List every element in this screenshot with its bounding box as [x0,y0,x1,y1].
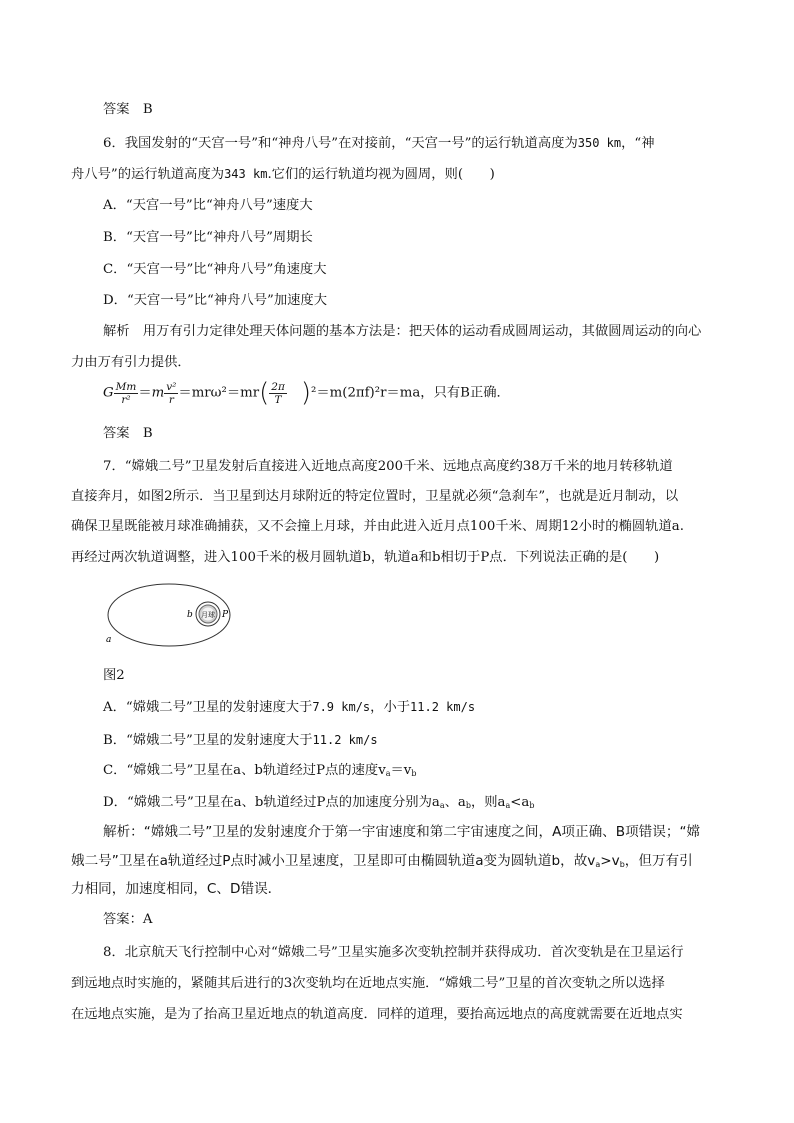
figure-caption: 图2 [103,668,125,683]
moon-label: 月球 [201,611,215,619]
formula-m: m [151,385,165,401]
orbit-diagram [104,582,244,654]
label-p: P [222,610,229,620]
q6-stem-text-2-end: .它们的运行轨道均视为圆周，则( ) [267,167,495,182]
q6-stem-text-1-end: ，“神 [621,136,655,151]
q7-analysis-line-2: 娥二号”卫星在a轨道经过P点时减小卫星速度，卫星即可由椭圆轨道a变为圆轨道b，故$v_a>v_b$，但万有引 [71,853,693,869]
formula-right-paren: ) [300,378,312,408]
q8-stem-line-1: 8．北京航天飞行控制中心对“嫦娥二号”卫星实施多次变轨控制并获得成功．首次变轨是在卫星运行 [103,945,684,960]
q6-stem-text-2: 舟八号”的运行轨道高度为 [71,167,225,182]
formula-frac-mm-r2: $\frac{Mm}{\text{r²}}$ [115,380,137,406]
q6-option-a: A．“天宫一号”比“神舟八号”速度大 [103,198,313,213]
formula-left-paren: ( [259,378,270,408]
q8-stem-line-2: 到远地点时实施的，紧随其后进行的3次变轨均在近地点实施．“嫦娥二号”卫星的首次变轨之所以选择 [71,976,665,991]
q6-formula [103,378,510,409]
formula-frac-2pi-t: $\frac{2\pi}{T}$ [271,380,285,406]
orbit-svg [104,582,244,654]
formula-eq1: ＝ [138,385,152,401]
q7-stem-line-4: 再经过两次轨道调整，进入100千米的极月圆轨道b，轨道a和b相切于P点．下列说法正确的是( ) [71,550,660,565]
q6-analysis-line-2: 力由万有引力提供． [71,355,191,370]
formula-rest: ²＝m(2πf)²r＝ma [311,385,421,401]
q7-analysis-line-3: 力相同，加速度相同，C、D错误． [71,881,282,897]
formula-eq2: ＝mrω²＝mr [178,385,260,401]
q7-stem-line-2: 直接奔月，如图2所示．当卫星到达月球附近的特定位置时，卫星就必须“急刹车”，也就是近月制动，以 [71,489,679,504]
q7-option-d: D．“嫦娥二号”卫星在a、b轨道经过P点的加速度分别为$a_a$、$a_b$，则$a_a<a_b$ [103,795,535,810]
q7-option-c: C．“嫦娥二号”卫星在a、b轨道经过P点的速度$v_a=v_b$ [103,763,417,778]
q6-height-shenzhou: 343 km [224,167,268,181]
formula-g: G [103,385,114,401]
q8-stem-line-3: 在远地点实施，是为了抬高卫星近地点的轨道高度．同样的道理，要抬高远地点的高度就需要在近地点实 [71,1007,683,1022]
q6-analysis-line-1: 解析 用万有引力定律处理天体问题的基本方法是：把天体的运动看成圆周运动，其做圆周运动的向心 [103,324,702,339]
q6-stem-line-2 [71,165,495,184]
q7-option-b: B．“嫦娥二号”卫星的发射速度大于11.2 km/s [103,733,378,748]
q6-stem-text-1: 6．我国发射的“天宫一号”和“神舟八号”在对接前，“天宫一号”的运行轨道高度为 [103,136,578,151]
formula-frac-v2-r: $\frac{\text{v²}}{r}$ [166,380,177,406]
q6-height-tiangong: 350 km [577,136,622,150]
q7-stem-line-1: 7．“嫦娥二号”卫星发射后直接进入近地点高度200千米、远地点高度约38万千米的地月转移轨道 [103,459,673,474]
q6-option-c: C．“天宫一号”比“神舟八号”角速度大 [103,262,327,277]
label-a: a [106,635,112,645]
second-cosmic-speed: 11.2 km/s [410,700,476,714]
q6-stem-line-1 [103,134,655,153]
q7-analysis-line-1: 解析：“嫦娥二号”卫星的发射速度介于第一宇宙速度和第二宇宙速度之间，A项正确、B项错误；“嫦 [103,824,701,840]
q7-option-a: A．“嫦娥二号”卫星的发射速度大于7.9 km/s，小于11.2 km/s [103,700,476,715]
q7-stem-line-3: 确保卫星既能被月球准确捕获，又不会撞上月球，并由此进入近月点100千米、周期12小时的椭圆轨道a. [71,519,684,534]
q6-option-d: D．“天宫一号”比“神舟八号”加速度大 [103,293,328,308]
q6-answer: 答案 B [103,426,153,441]
label-b: b [187,610,193,620]
q7-answer: 答案：A [103,912,153,927]
first-cosmic-speed: 7.9 km/s [312,700,371,714]
q5-answer: 答案 B [103,102,153,117]
formula-tail: ，只有B正确． [420,385,510,401]
q6-option-b: B．“天宫一号”比“神舟八号”周期长 [103,230,313,245]
